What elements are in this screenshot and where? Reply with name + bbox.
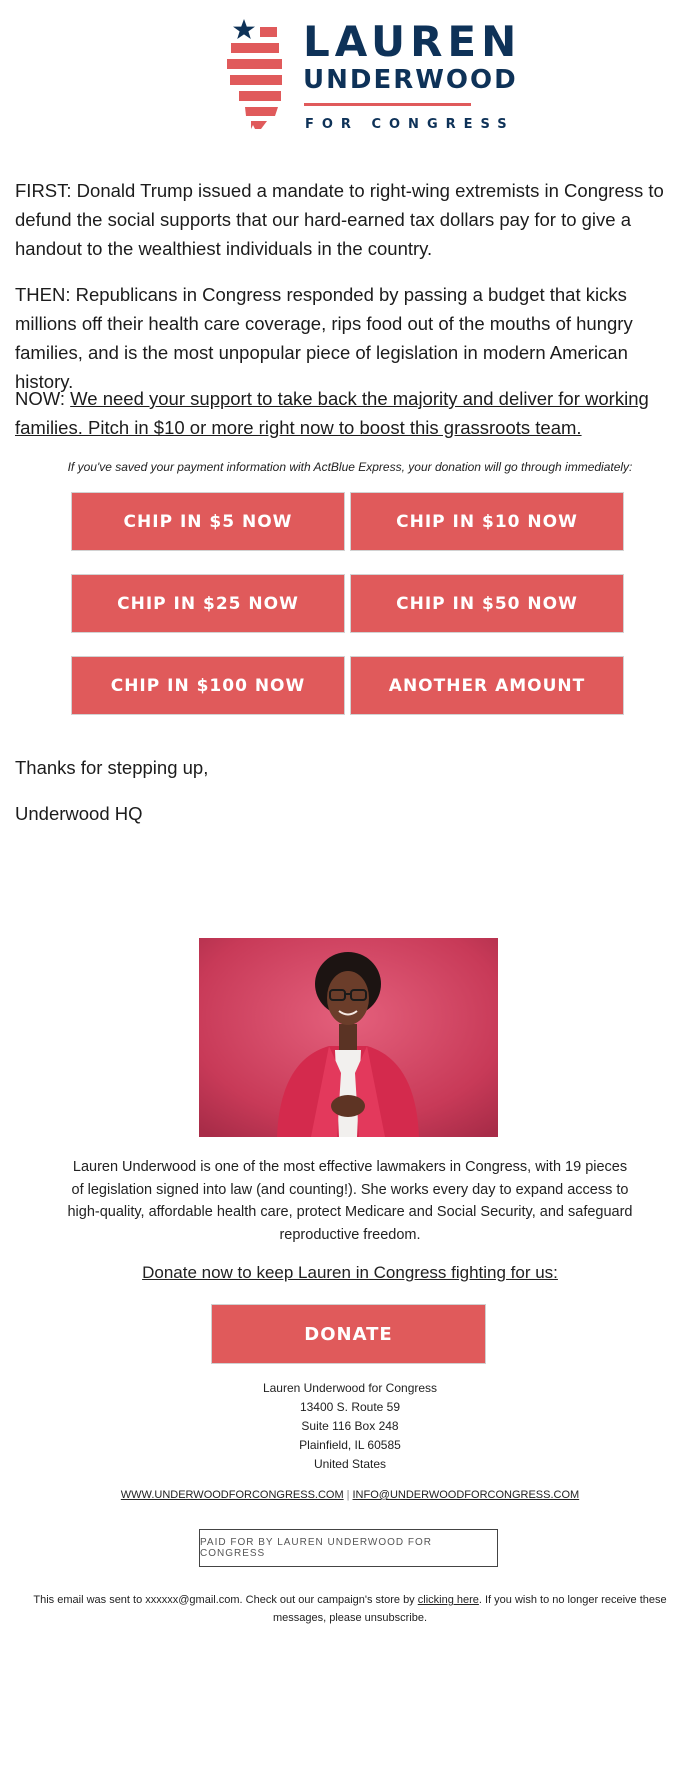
website-link[interactable]: WWW.UNDERWOODFORCONGRESS.COM: [120, 1489, 344, 1501]
chip-in-10-button[interactable]: CHIP IN $10 NOW: [350, 492, 624, 551]
address-city: Plainfield, IL 60585: [299, 1438, 401, 1452]
another-amount-button[interactable]: ANOTHER AMOUNT: [350, 656, 624, 715]
address-country: United States: [313, 1457, 387, 1471]
support-link[interactable]: We need your support to take back the majority and deliver for working families. Pitch in $10 or more right now to boost this grassroots team.: [15, 388, 649, 438]
logo-first-name: LAUREN: [303, 17, 522, 66]
email-link[interactable]: INFO@UNDERWOODFORCONGRESS.COM: [352, 1489, 580, 1501]
footer-text: [25, 1591, 675, 1627]
mailing-address: [0, 1379, 700, 1474]
address-org: Lauren Underwood for Congress: [262, 1381, 438, 1395]
donate-now-link[interactable]: Donate now to keep Lauren in Congress fighting for us:: [142, 1263, 558, 1282]
logo-divider: [304, 103, 471, 106]
chip-in-25-button[interactable]: CHIP IN $25 NOW: [71, 574, 345, 633]
paragraph-now-prefix: NOW:: [15, 388, 71, 409]
address-suite: Suite 116 Box 248: [301, 1419, 399, 1433]
actblue-express-note: If you've saved your payment information with ActBlue Express, your donation will go through immediately:: [67, 460, 633, 474]
chip-in-5-button[interactable]: CHIP IN $5 NOW: [71, 492, 345, 551]
paragraph-first: FIRST: Donald Trump issued a mandate to right-wing extremists in Congress to defund the social supports that our hard-earned tax dollars pay for to give a handout to the wealthiest individuals in the country.: [15, 180, 664, 259]
candidate-bio: Lauren Underwood is one of the most effective lawmakers in Congress, with 19 pieces of legislation signed into law (and counting!). She works every day to expand access to high-quality, affordable health care, protect Medicare and Social Security, and safeguard reproductive freedom.: [67, 1159, 633, 1243]
chip-in-100-button[interactable]: CHIP IN $100 NOW: [71, 656, 345, 715]
address-street: 13400 S. Route 59: [299, 1400, 401, 1414]
logo-tagline: FOR CONGRESS: [305, 117, 515, 132]
paragraph-now: [15, 384, 685, 442]
campaign-logo: [225, 17, 522, 135]
signoff-name: Underwood HQ: [15, 803, 143, 824]
link-separator: |: [346, 1489, 350, 1501]
footer-text-part2: . If you wish to no longer receive these messages, please unsubscribe.: [272, 1594, 667, 1624]
store-link[interactable]: clicking here: [417, 1594, 479, 1606]
chip-in-50-button[interactable]: CHIP IN $50 NOW: [350, 574, 624, 633]
candidate-photo: [199, 938, 498, 1137]
contact-links: [0, 1489, 700, 1501]
signoff-line: Thanks for stepping up,: [15, 757, 209, 778]
logo-last-name: UNDERWOOD: [303, 65, 518, 95]
illinois-flag-icon: [225, 17, 300, 135]
paragraph-then: THEN: Republicans in Congress responded by passing a budget that kicks millions off their health care coverage, rips food out of the mouths of hungry families, and is the most unpopular piece of legislation in modern American history.: [15, 284, 633, 392]
paid-for-disclaimer: PAID FOR BY LAUREN UNDERWOOD FOR CONGRESS: [199, 1529, 498, 1567]
donate-button[interactable]: DONATE: [211, 1304, 486, 1364]
footer-text-part1: This email was sent to xxxxxx@gmail.com. Check out our campaign's store by: [33, 1594, 418, 1606]
